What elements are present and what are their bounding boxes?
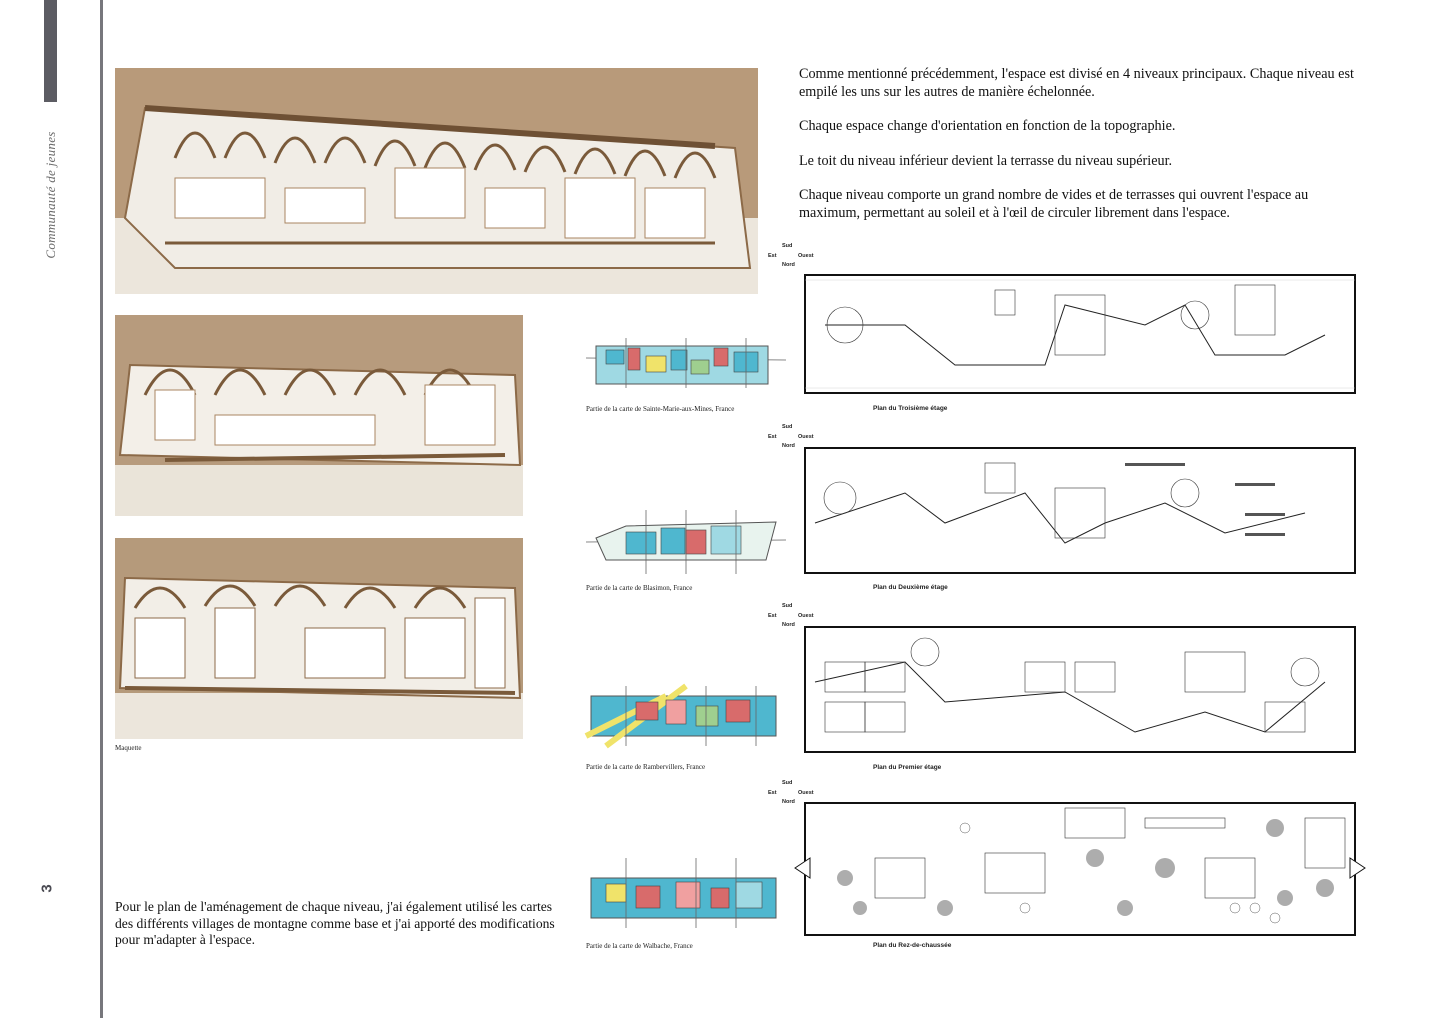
compass-north: Nord bbox=[782, 443, 795, 449]
compass-west: Ouest bbox=[798, 613, 814, 619]
map-caption: Partie de la carte de Sainte-Marie-aux-Mines, France bbox=[586, 405, 735, 413]
sidebar-divider bbox=[100, 0, 103, 1018]
bottom-paragraph: Pour le plan de l'aménagement de chaque niveau, j'ai également utilisé les cartes des différents villages de montagne comme base et j'ai apporté des modifications pour m'adapter à l'espace. bbox=[115, 899, 555, 947]
compass-north: Nord bbox=[782, 799, 795, 805]
intro-paragraph: Comme mentionné précédemment, l'espace est divisé en 4 niveaux principaux. Chaque niveau est empilé les uns sur les autres de manière échelonnée. bbox=[799, 66, 1354, 100]
floor-plan-second bbox=[765, 443, 1385, 578]
intro-paragraph: Chaque espace change d'orientation en fonction de la topographie. bbox=[799, 118, 1176, 134]
compass-south: Sud bbox=[782, 424, 793, 430]
intro-paragraph: Le toit du niveau inférieur devient la terrasse du niveau supérieur. bbox=[799, 152, 1173, 169]
plan-title: Plan du Rez-de-chaussée bbox=[873, 942, 952, 949]
compass-south: Sud bbox=[782, 603, 793, 609]
map-caption: Partie de la carte de Blasimon, France bbox=[586, 584, 693, 592]
compass-east: Est bbox=[768, 613, 777, 619]
model-photo-2 bbox=[115, 315, 523, 516]
map-caption: Partie de la carte de Rambervillers, France bbox=[586, 763, 706, 771]
compass-east: Est bbox=[768, 434, 777, 440]
compass-north: Nord bbox=[782, 622, 795, 628]
floor-plan-third bbox=[765, 265, 1385, 405]
model-caption: Maquette bbox=[115, 744, 142, 752]
plan-title: Plan du Premier étage bbox=[873, 764, 942, 771]
compass-west: Ouest bbox=[798, 253, 814, 259]
village-map-3 bbox=[586, 686, 786, 746]
model-photo-3 bbox=[115, 538, 523, 739]
floor-plan-ground bbox=[765, 798, 1385, 940]
village-map-2 bbox=[586, 510, 786, 574]
compass-west: Ouest bbox=[798, 434, 814, 440]
plan-title: Plan du Deuxième étage bbox=[873, 584, 948, 591]
model-photo-1 bbox=[115, 68, 758, 294]
compass-east: Est bbox=[768, 790, 777, 796]
plan-title: Plan du Troisième étage bbox=[873, 405, 948, 412]
intro-paragraph: Chaque niveau comporte un grand nombre de vides et de terrasses qui ouvrent l'espace au maximum, permettant au soleil et à l'œil de circuler librement dans l'espace. bbox=[799, 187, 1309, 221]
compass-west: Ouest bbox=[798, 790, 814, 796]
compass-south: Sud bbox=[782, 243, 793, 249]
village-map-1 bbox=[586, 338, 786, 388]
compass-north: Nord bbox=[782, 262, 795, 268]
intro-text bbox=[799, 66, 1359, 239]
floor-plan-first bbox=[765, 622, 1385, 757]
sidebar-accent-bar bbox=[44, 0, 57, 102]
sidebar-title: Communauté de jeunes bbox=[43, 131, 58, 259]
village-map-4 bbox=[586, 858, 786, 928]
map-caption: Partie de la carte de Walbache, France bbox=[586, 942, 693, 950]
page-number: 3 bbox=[38, 884, 56, 893]
compass-south: Sud bbox=[782, 780, 793, 786]
compass-east: Est bbox=[768, 253, 777, 259]
